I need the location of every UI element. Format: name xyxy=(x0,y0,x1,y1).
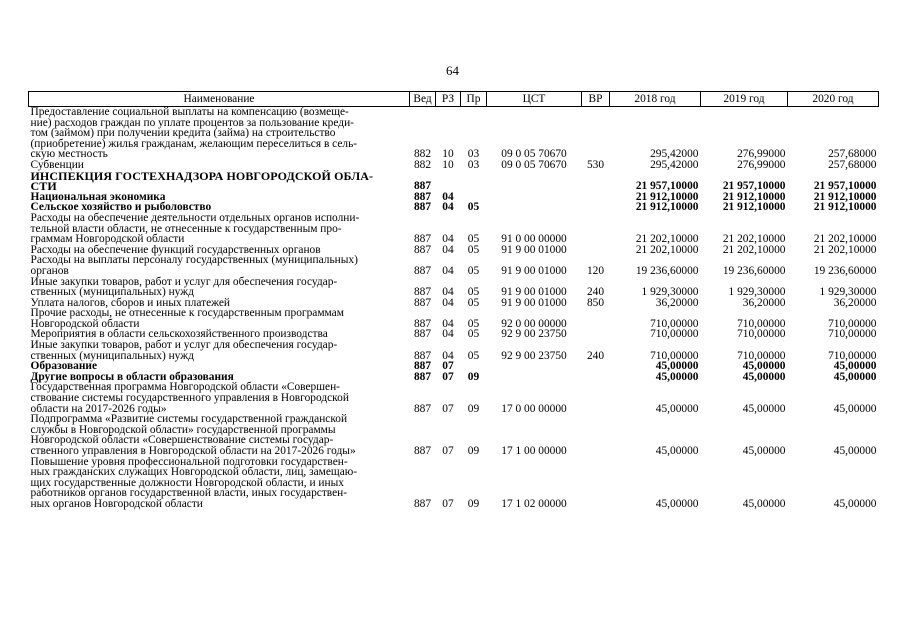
name-line: Иные закупки товаров, работ и услуг для обеспечения государ- xyxy=(30,339,338,352)
rz-cell: 04 xyxy=(442,233,454,246)
cst-cell: 17 1 02 00000 xyxy=(501,497,567,510)
name-line: области на 2017-2026 годы» xyxy=(30,402,167,415)
table-row xyxy=(29,308,879,329)
rz-cell: 04 xyxy=(442,296,454,309)
cst-cell: 92 9 00 23750 xyxy=(501,328,567,341)
header-2018: 2018 год xyxy=(610,92,701,107)
amount-2019-cell: 21 202,10000 xyxy=(722,243,786,256)
amount-2020-cell: 710,00000 xyxy=(828,328,877,341)
name-line: Расходы на выплаты персоналу государственных (муниципальных) xyxy=(30,254,358,267)
amount-2019-cell: 45,00000 xyxy=(742,445,786,457)
budget-table xyxy=(28,91,879,510)
pr-cell: 05 xyxy=(467,233,480,246)
amount-2020-cell: 710,00000 xyxy=(828,349,877,362)
table-row xyxy=(29,213,879,245)
ved-cell: 887 xyxy=(413,360,432,373)
name-line: ИНСПЕКЦИЯ ГОСТЕХНАДЗОРА НОВГОРОДСКОЙ ОБЛА- xyxy=(30,168,374,183)
table-row xyxy=(29,171,879,192)
rz-cell: 07 xyxy=(442,497,454,510)
cst-cell xyxy=(487,171,582,192)
page-number: 64 xyxy=(446,63,459,78)
name-line: Повышение уровня профессиональной подготовки государствен- xyxy=(30,455,348,468)
vr-cell: 850 xyxy=(586,296,605,309)
name-line: ние) расходов граждан по уплате процентов за пользование креди- xyxy=(30,116,354,129)
vr-cell xyxy=(582,107,610,160)
amount-2018-cell: 710,00000 xyxy=(650,328,699,341)
name-line: Предоставление социальной выплаты на компенсацию (возмеще- xyxy=(30,106,349,118)
amount-2020-cell: 36,20000 xyxy=(833,296,877,309)
pr-cell: 09 xyxy=(467,497,480,510)
amount-2019-cell: 45,00000 xyxy=(742,402,786,415)
name-cell xyxy=(29,308,410,329)
cst-cell xyxy=(487,192,582,203)
cst-cell: 91 9 00 01000 xyxy=(501,264,567,277)
pr-cell: 05 xyxy=(467,243,480,256)
amount-2019-cell: 45,00000 xyxy=(742,497,786,510)
pr-cell: 03 xyxy=(467,158,480,171)
amount-2020-cell: 45,00000 xyxy=(833,402,877,415)
name-line: Прочие расходы, не отнесенные к государственным программам xyxy=(30,307,344,320)
cst-cell: 91 0 00 00000 xyxy=(501,233,567,246)
rz-cell: 04 xyxy=(442,349,454,362)
amount-2018-cell: 295,42000 xyxy=(650,158,699,171)
header-row xyxy=(29,92,879,107)
cst-cell: 17 0 00 00000 xyxy=(501,402,567,415)
cst-cell xyxy=(487,202,582,213)
header-ved: Вед xyxy=(410,92,436,107)
cst-cell: 91 9 00 01000 xyxy=(501,243,567,256)
rz-cell: 07 xyxy=(442,402,454,415)
cst-cell xyxy=(487,372,582,383)
name-line: Мероприятия в области сельскохозяйственного производства xyxy=(30,328,328,341)
rz-cell: 04 xyxy=(442,328,454,341)
name-line: Новгородской области «Совершенствование системы государ- xyxy=(30,434,334,447)
amount-2020-cell: 45,00000 xyxy=(833,445,877,457)
rz-cell: 04 xyxy=(442,243,454,256)
name-line: Субвенции xyxy=(30,158,84,171)
name-line: Расходы на обеспечение деятельности отдельных органов исполни- xyxy=(30,211,360,224)
name-line: ственного управления в Новгородской области на 2017-2026 годы» xyxy=(30,445,356,457)
name-line: щих государственные должности Новгородской области, и иных xyxy=(30,476,344,489)
amount-2020-cell: 257,68000 xyxy=(828,148,877,161)
name-line: Другие вопросы в области образования xyxy=(30,370,234,383)
cst-cell: 91 9 00 01000 xyxy=(501,286,567,299)
amount-2018-cell: 45,00000 xyxy=(655,497,699,510)
cst-cell: 92 0 00 00000 xyxy=(501,317,567,330)
header-vr: ВР xyxy=(582,92,610,107)
pr-cell: 09 xyxy=(467,402,480,415)
amount-2020-cell: 45,00000 xyxy=(833,370,877,383)
name-cell xyxy=(29,457,410,510)
header-rz: РЗ xyxy=(436,92,461,107)
vr-cell xyxy=(582,213,610,245)
ved-cell: 887 xyxy=(413,243,432,256)
name-cell xyxy=(29,340,410,361)
amount-2019-cell: 710,00000 xyxy=(737,349,786,362)
name-line: службы в Новгородской области» государственной программы xyxy=(30,423,336,436)
pr-cell: 05 xyxy=(467,349,480,362)
name-line: Государственная программа Новгородской области «Совершен- xyxy=(30,381,340,394)
cst-cell: 09 0 05 70670 xyxy=(501,158,567,171)
name-line: ственных (муниципальных) нужд xyxy=(30,349,194,362)
vr-cell: 530 xyxy=(586,158,605,171)
amount-2020-cell: 21 202,10000 xyxy=(813,233,877,246)
table-row xyxy=(29,414,879,456)
name-line: ных органов Новгородской области xyxy=(30,497,203,510)
pr-cell: 03 xyxy=(467,148,480,161)
amount-2020-cell: 21 957,10000 xyxy=(813,180,877,193)
ved-cell: 887 xyxy=(413,370,432,383)
name-line: ствование системы государственного управления в Новгородской xyxy=(30,392,349,405)
amount-2018-cell: 21 202,10000 xyxy=(635,243,699,256)
amount-2019-cell: 45,00000 xyxy=(742,360,786,373)
vr-cell: 240 xyxy=(586,286,605,299)
pr-cell: 05 xyxy=(467,201,480,214)
ved-cell: 887 xyxy=(413,201,432,214)
rz-cell: 04 xyxy=(442,190,454,203)
name-line: скую местность xyxy=(30,148,108,161)
amount-2019-cell: 19 236,60000 xyxy=(722,264,786,277)
vr-cell: 240 xyxy=(586,349,605,362)
ved-cell: 887 xyxy=(413,180,432,193)
vr-cell xyxy=(582,329,610,340)
name-line: Иные закупки товаров, работ и услуг для обеспечения государ- xyxy=(30,275,338,288)
pr-cell: 05 xyxy=(467,286,480,299)
name-line: ственных (муниципальных) нужд xyxy=(30,286,194,299)
pr-cell: 09 xyxy=(467,370,480,383)
name-line: Образование xyxy=(30,360,98,373)
ved-cell: 887 xyxy=(413,296,432,309)
name-cell xyxy=(29,382,410,414)
amount-2018-cell: 295,42000 xyxy=(650,148,699,161)
header-pr: Пр xyxy=(461,92,487,107)
ved-cell: 887 xyxy=(413,349,432,362)
rz-cell: 04 xyxy=(442,317,454,330)
vr-cell xyxy=(582,382,610,414)
rz-cell: 04 xyxy=(442,264,454,277)
rz-cell: 04 xyxy=(442,286,454,299)
rz-cell: 07 xyxy=(442,445,454,457)
amount-2020-cell: 21 912,10000 xyxy=(813,201,877,214)
name-cell xyxy=(29,168,410,194)
amount-2018-cell: 710,00000 xyxy=(650,349,699,362)
vr-cell xyxy=(582,245,610,256)
table-row xyxy=(29,277,879,298)
amount-2019-cell: 45,00000 xyxy=(742,370,786,383)
table-row xyxy=(29,255,879,276)
vr-cell: 120 xyxy=(586,264,605,277)
vr-cell xyxy=(582,192,610,203)
ved-cell: 887 xyxy=(413,328,432,341)
amount-2020-cell: 257,68000 xyxy=(828,158,877,171)
header-name: Наименование xyxy=(29,92,410,107)
amount-2020-cell: 45,00000 xyxy=(833,360,877,373)
amount-2019-cell: 276,99000 xyxy=(737,158,786,171)
name-line: Расходы на обеспечение функций государственных органов xyxy=(30,243,321,256)
amount-2018-cell: 21 202,10000 xyxy=(635,233,699,246)
amount-2019-cell: 710,00000 xyxy=(737,317,786,330)
ved-cell: 882 xyxy=(413,148,432,161)
amount-2020-cell: 45,00000 xyxy=(833,497,877,510)
name-line: работников органов государственной власти, иных государствен- xyxy=(30,487,348,500)
table-body xyxy=(29,107,879,510)
ved-cell: 887 xyxy=(413,497,432,510)
table-row xyxy=(29,340,879,361)
rz-cell xyxy=(436,171,461,192)
name-line: органов xyxy=(30,264,69,277)
name-line: Сельское хозяйство и рыболовство xyxy=(30,201,212,214)
name-line: Уплата налогов, сборов и иных платежей xyxy=(30,296,230,309)
amount-2020-cell: 1 929,30000 xyxy=(819,286,877,299)
ved-cell: 887 xyxy=(413,402,432,415)
amount-2019-cell: 21 202,10000 xyxy=(722,233,786,246)
amount-2019-cell: 1 929,30000 xyxy=(728,286,786,299)
table-row xyxy=(29,107,879,160)
ved-cell: 887 xyxy=(413,190,432,203)
amount-2018-cell: 45,00000 xyxy=(655,402,699,415)
name-line: СТИ xyxy=(30,179,57,194)
amount-2018-cell: 45,00000 xyxy=(655,360,699,373)
name-cell xyxy=(29,107,410,160)
pr-cell: 09 xyxy=(467,445,480,457)
ved-cell: 887 xyxy=(413,264,432,277)
cst-cell: 09 0 05 70670 xyxy=(501,148,567,161)
pr-cell: 05 xyxy=(467,296,480,309)
name-cell xyxy=(29,213,410,245)
header-2020: 2020 год xyxy=(788,92,879,107)
vr-cell xyxy=(582,361,610,372)
vr-cell xyxy=(582,171,610,192)
amount-2019-cell: 710,00000 xyxy=(737,328,786,341)
cst-cell: 91 9 00 01000 xyxy=(501,296,567,309)
cst-cell xyxy=(487,361,582,372)
ved-cell: 887 xyxy=(413,445,432,457)
amount-2019-cell: 21 912,10000 xyxy=(722,201,786,214)
amount-2019-cell: 36,20000 xyxy=(742,296,786,309)
amount-2018-cell: 710,00000 xyxy=(650,317,699,330)
header-2019: 2019 год xyxy=(701,92,788,107)
pr-cell: 05 xyxy=(467,264,480,277)
amount-2018-cell: 45,00000 xyxy=(655,445,699,457)
amount-2018-cell: 1 929,30000 xyxy=(641,286,699,299)
name-line: Новгородской области xyxy=(30,317,140,330)
amount-2019-cell: 21 912,10000 xyxy=(722,190,786,203)
amount-2018-cell: 21 912,10000 xyxy=(635,190,699,203)
ved-cell: 887 xyxy=(413,286,432,299)
cst-cell: 17 1 00 00000 xyxy=(501,445,567,457)
name-cell xyxy=(29,255,410,276)
vr-cell xyxy=(582,308,610,329)
cst-cell: 92 9 00 23750 xyxy=(501,349,567,362)
amount-2018-cell: 21 912,10000 xyxy=(635,201,699,214)
amount-2018-cell: 36,20000 xyxy=(655,296,699,309)
table-row xyxy=(29,457,879,510)
vr-cell xyxy=(582,414,610,456)
vr-cell xyxy=(582,372,610,383)
name-line: Национальная экономика xyxy=(30,190,166,203)
amount-2018-cell: 45,00000 xyxy=(655,370,699,383)
amount-2020-cell: 21 202,10000 xyxy=(813,243,877,256)
amount-2020-cell: 21 912,10000 xyxy=(813,190,877,203)
name-line: тельной власти области, не отнесенные к государственным про- xyxy=(30,222,342,235)
amount-2019-cell: 21 957,10000 xyxy=(722,180,786,193)
rz-cell: 04 xyxy=(442,201,454,214)
vr-cell xyxy=(582,457,610,510)
name-line: том (займом) при получении кредита (займа) на строительство xyxy=(30,127,336,140)
pr-cell xyxy=(461,171,487,192)
name-line: граммам Новгородской области xyxy=(30,233,185,246)
amount-2018-cell: 21 957,10000 xyxy=(635,180,699,193)
ved-cell: 887 xyxy=(413,317,432,330)
table-row xyxy=(29,382,879,414)
ved-cell: 882 xyxy=(413,158,432,171)
name-line: ных гражданских служащих Новгородской области, лиц, замещаю- xyxy=(30,466,358,479)
name-line: (приобретение) жилья гражданам, желающим переселиться в сель- xyxy=(30,137,358,150)
amount-2018-cell: 19 236,60000 xyxy=(635,264,699,277)
name-cell xyxy=(29,277,410,298)
pr-cell: 05 xyxy=(467,328,480,341)
name-cell xyxy=(29,414,410,456)
amount-2020-cell: 710,00000 xyxy=(828,317,877,330)
pr-cell: 05 xyxy=(467,317,480,330)
rz-cell: 10 xyxy=(442,158,454,171)
name-line: Подпрограмма «Развитие системы государственной гражданской xyxy=(30,413,348,426)
rz-cell: 10 xyxy=(442,148,454,161)
amount-2019-cell: 276,99000 xyxy=(737,148,786,161)
ved-cell: 887 xyxy=(413,233,432,246)
header-cst: ЦСТ xyxy=(487,92,582,107)
amount-2020-cell: 19 236,60000 xyxy=(813,264,877,277)
rz-cell: 07 xyxy=(442,360,454,373)
rz-cell: 07 xyxy=(442,370,454,383)
vr-cell xyxy=(582,202,610,213)
